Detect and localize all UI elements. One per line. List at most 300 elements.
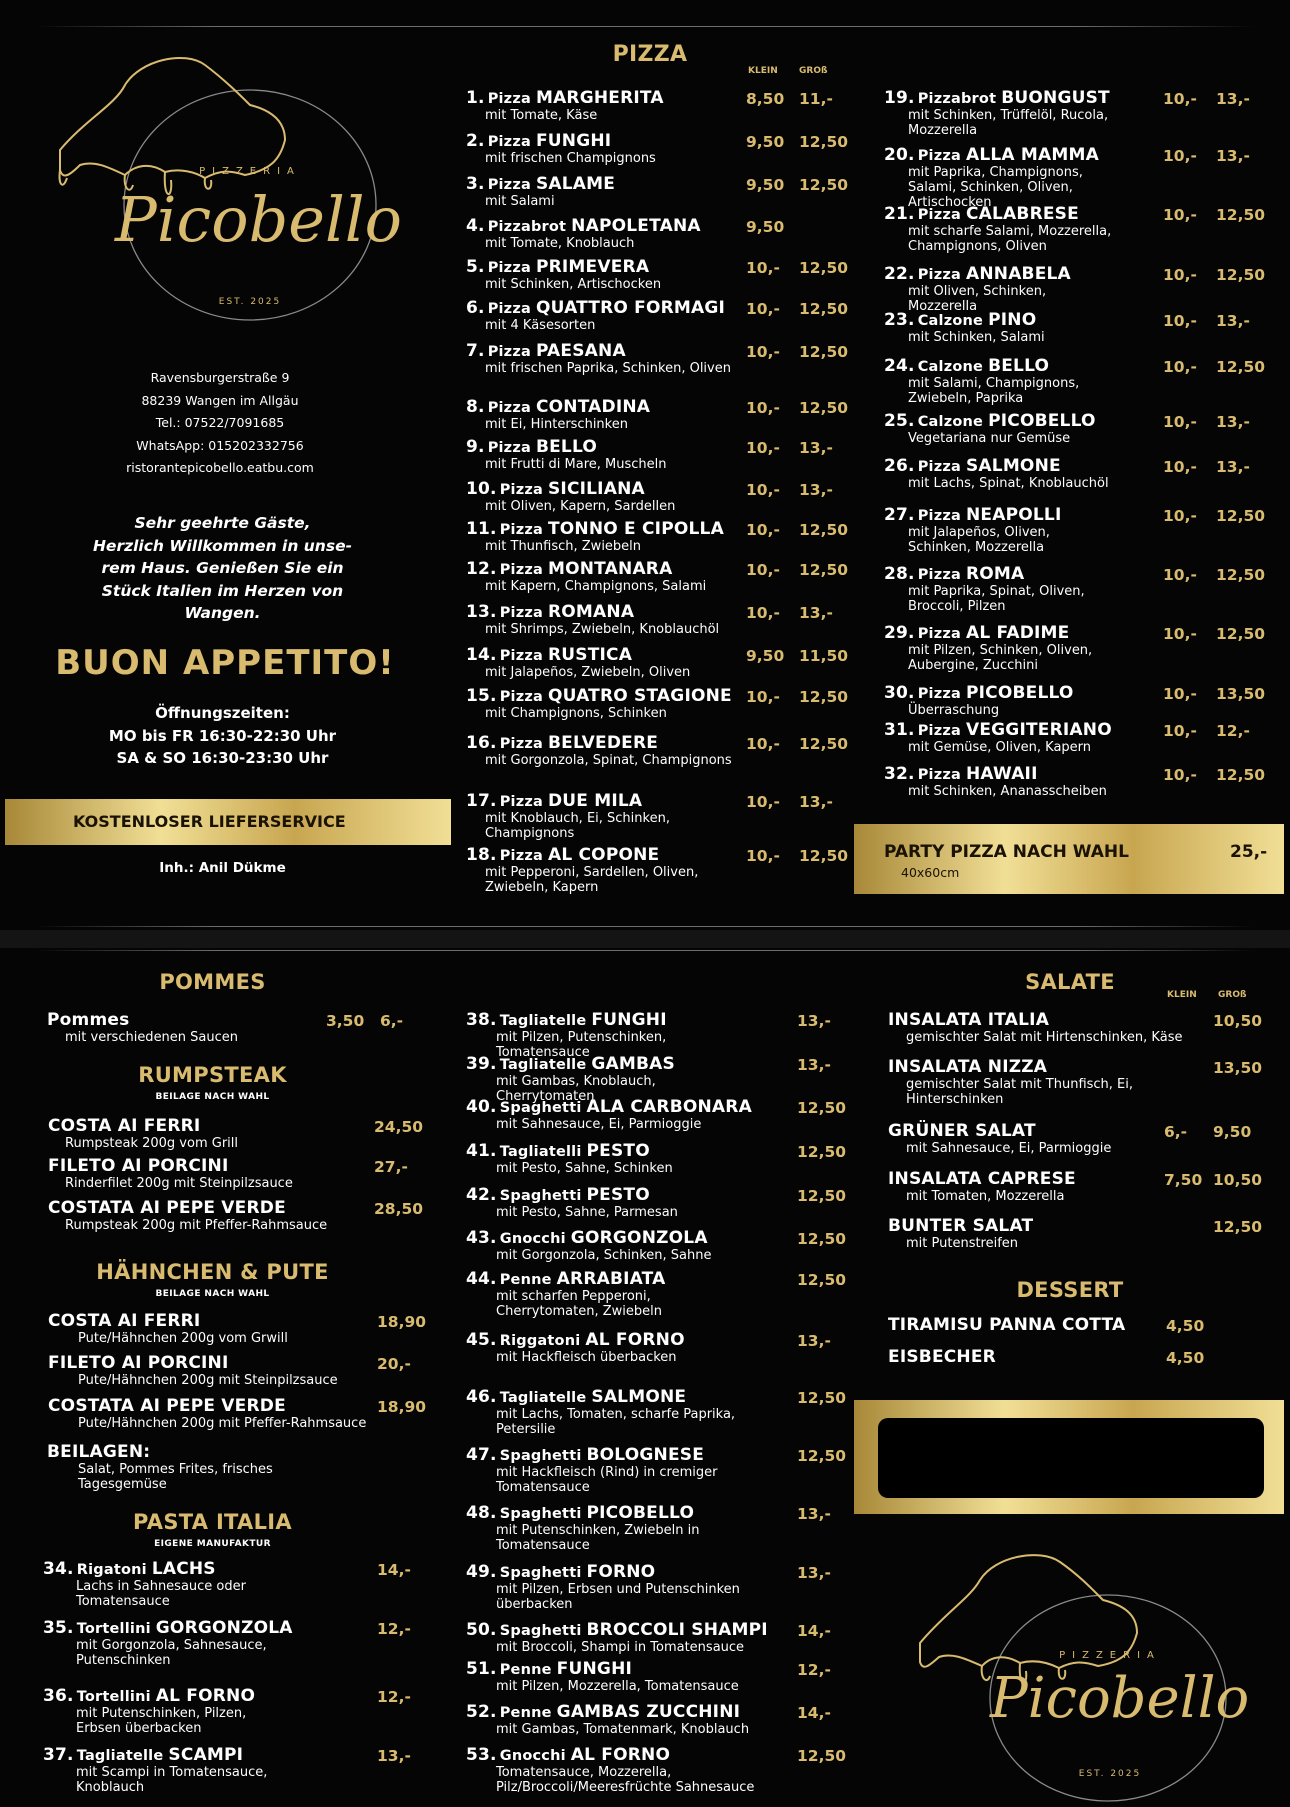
rumpsteak-subheading: BEILAGE NACH WAHL (155, 1092, 270, 1102)
item-number: 3. (466, 174, 485, 194)
item-name: COSTATA AI PEPE VERDE (48, 1396, 286, 1416)
price-small: 9,50 (746, 176, 785, 194)
item-title: AL FADIME (965, 623, 1070, 643)
item-number: 35. (43, 1618, 74, 1638)
item-number: 28. (884, 564, 915, 584)
divider (35, 926, 1255, 927)
item-description: mit Thunfisch, Zwiebeln (485, 539, 642, 554)
menu-item (884, 564, 1114, 614)
menu-item (466, 845, 736, 895)
item-number: 4. (466, 216, 485, 236)
menu-item (888, 1347, 996, 1367)
contact-block (105, 367, 335, 480)
item-title: SALMONE (591, 1387, 687, 1407)
price: 12,50 (797, 1187, 847, 1205)
price-large: 13,- (799, 793, 833, 811)
item-description: Pute/Hähnchen 200g mit Steinpilzsauce (78, 1373, 338, 1388)
item-name (466, 1620, 768, 1640)
item-type: Tortellini (76, 1689, 151, 1705)
item-description: Vegetariana nur Gemüse (908, 431, 1071, 446)
item-type: Tagliatelli (499, 1144, 582, 1160)
item-number: 27. (884, 505, 915, 525)
item-type: Tagliatelle (499, 1013, 587, 1029)
beilagen-title: BEILAGEN: (47, 1442, 151, 1462)
item-description: Rumpsteak 200g mit Pfeffer-Rahmsauce (65, 1218, 328, 1233)
item-number: 16. (466, 733, 497, 753)
whatsapp[interactable]: WhatsApp: 015202332756 (136, 437, 304, 453)
item-title: GAMBAS (591, 1054, 675, 1074)
menu-item (466, 1702, 756, 1737)
item-description: mit Scampi in Tomatensauce, Knoblauch (76, 1765, 268, 1795)
price: 13,- (797, 1012, 831, 1030)
item-title: MONTANARA (547, 559, 673, 579)
item-title: GORGONZOLA (570, 1228, 708, 1248)
price: 13,- (377, 1747, 411, 1765)
item-title: BOLOGNESE (586, 1445, 705, 1465)
price-small: 10,- (1163, 566, 1197, 584)
item-name (466, 131, 736, 151)
item-name (466, 602, 736, 622)
item-title: NEAPOLLI (965, 505, 1062, 525)
item-type: Pizza (917, 723, 961, 739)
item-type: Calzone (917, 359, 984, 375)
item-type: Pizza (499, 648, 543, 664)
item-title: GAMBAS ZUCCHINI (556, 1702, 741, 1722)
item-description: Pute/Hähnchen 200g vom Grwill (78, 1331, 288, 1346)
logo-est: EST. 2025 (218, 297, 282, 307)
price-small: 10,- (746, 604, 780, 622)
item-type: Penne (499, 1662, 552, 1678)
item-type: Pizza (499, 605, 543, 621)
item-name (466, 1503, 756, 1523)
item-title: AL FORNO (155, 1686, 256, 1706)
menu-item (466, 174, 736, 209)
pasta-heading: PASTA ITALIA (133, 1510, 292, 1534)
item-number: 47. (466, 1445, 497, 1465)
item-description: mit Broccoli, Shampi in Tomatensauce (496, 1640, 745, 1655)
price-large: 12,50 (1216, 206, 1266, 224)
item-description: mit Pilzen, Mozzerella, Tomatensauce (496, 1679, 739, 1694)
price-small: 10,- (1163, 507, 1197, 525)
item-number: 9. (466, 437, 485, 457)
menu-item (43, 1686, 293, 1736)
price: 28,50 (374, 1200, 424, 1218)
city: 88239 Wangen im Allgäu (141, 392, 299, 408)
price-large: 12,50 (799, 688, 849, 706)
item-description: mit Sahnesauce, Ei, Parmioggie (496, 1117, 702, 1132)
item-name (466, 1702, 756, 1722)
item-number: 22. (884, 264, 915, 284)
item-type: Spaghetti (499, 1448, 582, 1464)
menu-item (884, 623, 1114, 673)
opening-hours (90, 702, 355, 770)
item-type: Gnocchi (499, 1231, 566, 1247)
price-large: 11,50 (799, 647, 849, 665)
item-type: Pizza (917, 686, 961, 702)
item-name: BUNTER SALAT (888, 1216, 1034, 1236)
party-pizza-price: 25,- (1230, 842, 1268, 862)
item-description: gemischter Salat mit Hirtenschinken, Käse (906, 1030, 1183, 1045)
price-large: 11,- (799, 90, 833, 108)
item-name (466, 298, 736, 318)
price-small: 8,50 (746, 90, 785, 108)
price-small: 10,- (1163, 90, 1197, 108)
item-title: ROMANA (547, 602, 635, 622)
item-description: mit Pesto, Sahne, Parmesan (496, 1205, 678, 1220)
item-name (466, 437, 736, 457)
item-description: mit Oliven, Schinken, Mozzerella (908, 284, 1047, 314)
price-large: 12,50 (799, 259, 849, 277)
item-type: Spaghetti (499, 1188, 582, 1204)
price-large: 12,50 (799, 735, 849, 753)
item-name: FILETO AI PORCINI (48, 1353, 229, 1373)
logo-name: Picobello (115, 183, 402, 256)
menu-item (466, 216, 736, 251)
menu-item (43, 1745, 293, 1795)
item-description: mit 4 Käsesorten (485, 318, 596, 333)
item-description: mit Salami (485, 194, 555, 209)
item-type: Pizza (499, 482, 543, 498)
price-large: 12,50 (1216, 358, 1266, 376)
item-title: RUSTICA (547, 645, 633, 665)
item-description: mit Gambas, Tomatenmark, Knoblauch (496, 1722, 750, 1737)
menu-item (466, 559, 736, 594)
item-type: Pizza (487, 260, 531, 276)
item-name (466, 216, 736, 236)
item-name: INSALATA ITALIA (888, 1010, 1050, 1030)
item-description: mit Ei, Hinterschinken (485, 417, 628, 432)
item-name (43, 1559, 293, 1579)
item-type: Spaghetti (499, 1623, 582, 1639)
menu-item (884, 456, 1114, 491)
menu-item (43, 1559, 293, 1609)
item-name (884, 264, 1114, 284)
price-small: 10,- (746, 793, 780, 811)
menu-item (466, 1562, 756, 1612)
pizza-heading: PIZZA (612, 42, 688, 67)
item-name (466, 1562, 756, 1582)
item-number: 39. (466, 1054, 497, 1074)
item-number: 26. (884, 456, 915, 476)
blank-panel (878, 1418, 1264, 1498)
menu-item (888, 1057, 1188, 1107)
item-name (466, 1269, 756, 1289)
item-number: 41. (466, 1141, 497, 1161)
price-large: 12,- (1216, 722, 1250, 740)
item-title: HAWAII (965, 764, 1038, 784)
website-link[interactable]: ristorantepicobello.eatbu.com (126, 460, 314, 475)
price: 27,- (374, 1158, 408, 1176)
item-description: Überraschung (908, 703, 1000, 718)
divider (35, 26, 1255, 27)
item-name (466, 791, 736, 811)
item-type: Pizza (917, 267, 961, 283)
item-number: 21. (884, 204, 915, 224)
item-number: 37. (43, 1745, 74, 1765)
price-large: 12,50 (1216, 266, 1266, 284)
item-type: Pizza (917, 767, 961, 783)
item-name (884, 505, 1114, 525)
item-description: mit Shrimps, Zwiebeln, Knoblauchöl (485, 622, 720, 637)
item-type: Pizza (499, 522, 543, 538)
item-number: 13. (466, 602, 497, 622)
item-description: mit Gorgonzola, Schinken, Sahne (496, 1248, 712, 1263)
price-large: 10,50 (1213, 1012, 1263, 1030)
item-title: BUONGUST (1001, 88, 1110, 108)
price: 13,- (797, 1332, 831, 1350)
price-small: 10,- (1163, 625, 1197, 643)
item-name (43, 1618, 293, 1638)
price: 12,50 (797, 1271, 847, 1289)
menu-item (48, 1311, 378, 1346)
item-description: mit Pesto, Sahne, Schinken (496, 1161, 673, 1176)
price-small: 10,- (746, 561, 780, 579)
item-name (466, 1228, 756, 1248)
price-small: 10,- (746, 521, 780, 539)
hours-weekend: SA & SO 16:30-23:30 Uhr (116, 749, 329, 767)
item-type: Spaghetti (499, 1506, 582, 1522)
item-name (884, 683, 1114, 703)
item-title: PAESANA (535, 341, 626, 361)
price-small: 10,- (1163, 206, 1197, 224)
item-name (884, 310, 1114, 330)
item-title: AL FORNO (570, 1745, 671, 1765)
item-description: mit Pepperoni, Sardellen, Oliven, Zwiebeln, Kapern (485, 865, 699, 895)
item-description: mit Pilzen, Erbsen und Putenschinken überbacken (496, 1582, 740, 1612)
item-title: BELVEDERE (547, 733, 659, 753)
item-name (466, 1054, 756, 1074)
menu-item (466, 131, 736, 166)
greeting-line: Sehr geehrte Gäste, (134, 514, 311, 532)
menu-item (466, 341, 736, 376)
owner-name: Inh.: Anil Dükme (159, 860, 286, 876)
item-type: Pizza (487, 301, 531, 317)
item-number: 50. (466, 1620, 497, 1640)
price: 12,50 (797, 1747, 847, 1765)
menu-item (466, 1387, 756, 1437)
item-title: ANNABELA (965, 264, 1071, 284)
item-title: QUATRO STAGIONE (547, 686, 732, 706)
item-description: mit Gambas, Knoblauch, Cherrytomaten (496, 1074, 656, 1104)
item-name (884, 764, 1114, 784)
item-title: MARGHERITA (535, 88, 664, 108)
menu-item (48, 1353, 378, 1388)
menu-item (466, 88, 736, 123)
item-type: Pizza (487, 91, 531, 107)
divider (35, 950, 1255, 951)
item-number: 31. (884, 720, 915, 740)
item-title: BROCCOLI SHAMPI (586, 1620, 768, 1640)
logo-name: Picobello (990, 1666, 1250, 1731)
price: 4,50 (1166, 1317, 1205, 1335)
menu-item (466, 1745, 756, 1795)
item-number: 23. (884, 310, 915, 330)
menu-item (884, 310, 1114, 345)
item-title: ARRABIATA (556, 1269, 666, 1289)
item-number: 40. (466, 1097, 497, 1117)
item-number: 42. (466, 1185, 497, 1205)
price-large: 12,50 (799, 133, 849, 151)
item-description: mit Tomate, Käse (485, 108, 598, 123)
item-type: Pizzabrot (487, 219, 567, 235)
item-description: mit scharfe Salami, Mozzerella, Champignons, Oliven (908, 224, 1112, 254)
item-description: mit Tomate, Knoblauch (485, 236, 635, 251)
price-small: 9,50 (746, 647, 785, 665)
item-title: ALLA MAMMA (965, 145, 1099, 165)
item-description: mit Jalapeños, Zwiebeln, Oliven (485, 665, 691, 680)
item-name (466, 88, 736, 108)
size-gross-label: GROß (1218, 990, 1247, 1000)
menu-item (466, 1620, 768, 1655)
item-name (466, 174, 736, 194)
price-large: 13,- (799, 481, 833, 499)
item-description: gemischter Salat mit Thunfisch, Ei, Hinterschinken (906, 1077, 1134, 1107)
price-small: 3,50 (326, 1012, 365, 1030)
item-name (466, 1659, 756, 1679)
item-name (43, 1686, 293, 1706)
item-description: mit Putenschinken, Zwiebeln in Tomatensauce (496, 1523, 700, 1553)
item-type: Pizza (487, 177, 531, 193)
menu-item (466, 1269, 756, 1319)
price: 20,- (377, 1355, 411, 1373)
menu-item (884, 411, 1114, 446)
item-type: Penne (499, 1705, 552, 1721)
menu-item (48, 1198, 378, 1233)
item-description: mit Paprika, Champignons, Salami, Schinken, Oliven, Artischocken (908, 165, 1083, 210)
item-description: mit Knoblauch, Ei, Schinken, Champignons (485, 811, 670, 841)
price-small: 10,- (1163, 413, 1197, 431)
menu-item (888, 1315, 1125, 1335)
item-number: 34. (43, 1559, 74, 1579)
item-name: COSTA AI FERRI (48, 1311, 201, 1331)
menu-page-bottom (0, 948, 1290, 1807)
menu-item (466, 437, 736, 472)
menu-item (888, 1121, 1188, 1156)
price-large: 12,50 (799, 300, 849, 318)
menu-item (884, 764, 1114, 799)
price: 12,- (377, 1688, 411, 1706)
item-type: Pizza (917, 626, 961, 642)
item-type: Pizza (917, 207, 961, 223)
item-title: FUNGHI (556, 1659, 633, 1679)
item-name (466, 519, 736, 539)
price-small: 10,- (1163, 458, 1197, 476)
item-number: 11. (466, 519, 497, 539)
delivery-banner (5, 799, 451, 845)
item-type: Spaghetti (499, 1100, 582, 1116)
item-type: Riggatoni (499, 1333, 581, 1349)
item-number: 30. (884, 683, 915, 703)
item-name (884, 456, 1114, 476)
price: 12,50 (797, 1099, 847, 1117)
item-type: Pizza (917, 459, 961, 475)
item-name: INSALATA CAPRESE (888, 1169, 1076, 1189)
party-pizza-label: PARTY PIZZA NACH WAHL (884, 842, 1129, 862)
item-title: BELLO (535, 437, 598, 457)
item-name (466, 1141, 756, 1161)
menu-item (466, 1010, 756, 1060)
price-large: 10,50 (1213, 1171, 1263, 1189)
menu-item (466, 1659, 756, 1694)
item-number: 52. (466, 1702, 497, 1722)
menu-item (48, 1156, 378, 1191)
beilagen-block (47, 1442, 327, 1492)
item-name (466, 1097, 756, 1117)
price: 14,- (797, 1704, 831, 1722)
item-description: mit Hackfleisch überbacken (496, 1350, 677, 1365)
item-number: 19. (884, 88, 915, 108)
item-number: 6. (466, 298, 485, 318)
street: Ravensburgerstraße 9 (150, 370, 290, 385)
item-title: SALMONE (965, 456, 1061, 476)
item-name (884, 145, 1114, 165)
price: 4,50 (1166, 1349, 1205, 1367)
item-type: Gnocchi (499, 1748, 566, 1764)
item-title: FUNGHI (535, 131, 612, 151)
menu-item (884, 88, 1114, 138)
item-name (884, 411, 1114, 431)
item-number: 10. (466, 479, 497, 499)
price-large: 13,- (1216, 90, 1250, 108)
salate-heading: SALATE (1025, 970, 1115, 994)
price-small: 10,- (746, 847, 780, 865)
menu-item (466, 1503, 756, 1553)
item-number: 46. (466, 1387, 497, 1407)
item-number: 1. (466, 88, 485, 108)
logo-pizzeria-text: PIZZERIA (199, 166, 301, 177)
menu-item (466, 791, 736, 841)
item-title: AL FORNO (585, 1330, 685, 1350)
price: 13,- (797, 1505, 831, 1523)
menu-item (884, 356, 1114, 406)
item-description: mit frischen Paprika, Schinken, Oliven (485, 361, 731, 376)
item-description: mit Schinken, Ananasscheiben (908, 784, 1107, 799)
item-title: PINO (988, 310, 1037, 330)
item-description: mit Schinken, Salami (908, 330, 1045, 345)
item-title: FORNO (586, 1562, 656, 1582)
item-description: mit Putenschinken, Pilzen, Erbsen überbacken (76, 1706, 247, 1736)
item-title: PICOBELLO (988, 411, 1096, 431)
item-description: mit Kapern, Champignons, Salami (485, 579, 707, 594)
price: 12,50 (797, 1143, 847, 1161)
item-name: INSALATA NIZZA (888, 1057, 1048, 1077)
price-large: 13,- (1216, 413, 1250, 431)
price-large: 13,- (1216, 458, 1250, 476)
item-number: 36. (43, 1686, 74, 1706)
menu-item (47, 1010, 238, 1045)
menu-item (888, 1169, 1188, 1204)
price: 12,- (797, 1661, 831, 1679)
price-large: 12,50 (1216, 566, 1266, 584)
item-description: mit Oliven, Kapern, Sardellen (485, 499, 676, 514)
price-small: 10,- (1163, 358, 1197, 376)
menu-item (466, 479, 736, 514)
item-description: mit Schinken, Artischocken (485, 277, 662, 292)
item-type: Pizza (917, 567, 961, 583)
logo-pizzeria-text: PIZZERIA (1059, 1650, 1161, 1661)
item-type: Pizza (487, 134, 531, 150)
phone[interactable]: Tel.: 07522/7091685 (155, 415, 285, 430)
item-description: mit Sahnesauce, Ei, Parmioggie (906, 1141, 1112, 1156)
item-type: Rigatoni (76, 1562, 147, 1578)
price-small: 10,- (1163, 685, 1197, 703)
price-large: 12,50 (799, 399, 849, 417)
item-description: mit Salami, Champignons, Zwiebeln, Paprika (908, 376, 1080, 406)
item-number: 17. (466, 791, 497, 811)
price: 13,- (797, 1056, 831, 1074)
size-gross-label: GROß (799, 66, 828, 76)
item-description: mit verschiedenen Saucen (65, 1030, 239, 1045)
